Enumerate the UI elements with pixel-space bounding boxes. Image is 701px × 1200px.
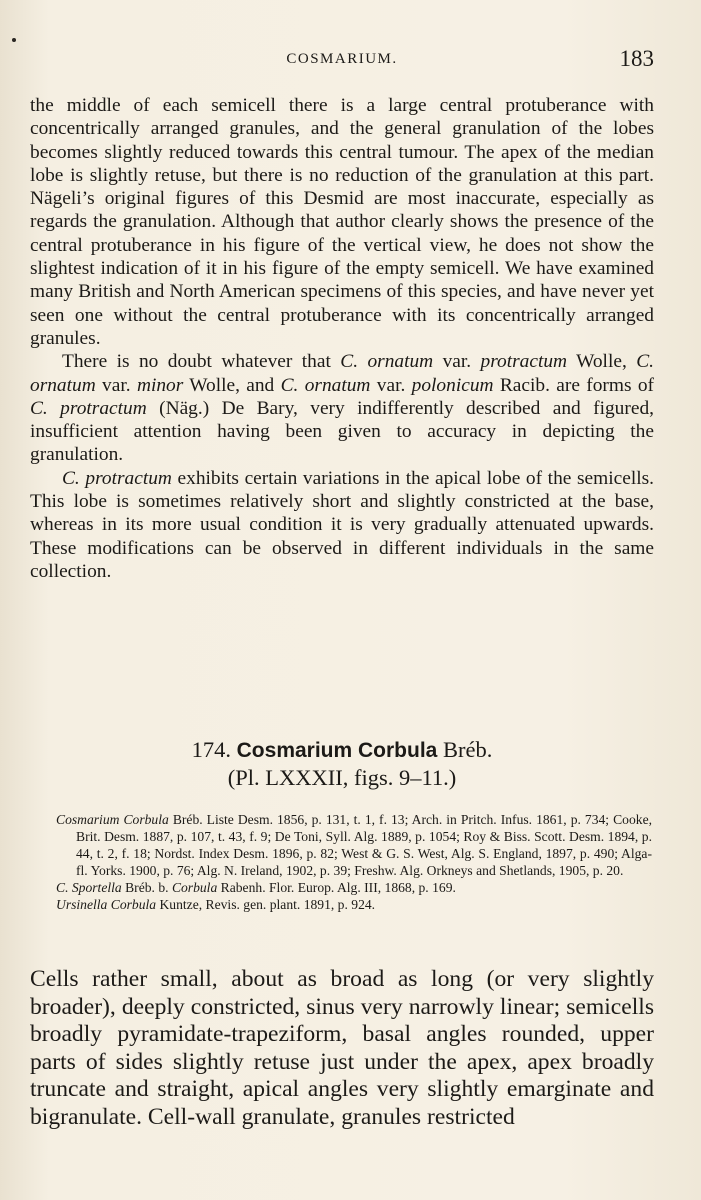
taxon-name: polonicum <box>411 374 494 396</box>
species-name: Cosmarium Corbula <box>236 739 438 762</box>
synonymy-entry <box>56 897 652 914</box>
text-run: Wolle, <box>567 351 637 373</box>
taxon-name: Corbula <box>171 879 218 895</box>
species-description <box>30 966 654 1132</box>
paragraph-granulation: the middle of each semicell there is a large central protuberance with concentrically arranged granules, and the general granulation of the lobes becomes slightly reduced towards this central tumour. The apex of the median lobe is slightly retuse, but there is no reduction of the granulation at this part. Nägeli’s original figures of this Desmid are most inaccurate, especially as regards the granulation. Although that author clearly shows the presence of the central protuberance in his figure of the vertical view, he does not show the slightest indication of it in his figure of the empty semicell. We have examined many British and North American specimens of this species, and have never yet seen one without the central protuberance with its concentrically arranged granules. <box>30 95 654 349</box>
paragraph-varieties <box>30 350 654 466</box>
synonymy-block <box>56 812 652 913</box>
citation-text: Bréb. b. <box>121 879 172 895</box>
plate-reference: (Pl. LXXXII, figs. 9–11.) <box>227 765 457 790</box>
taxon-name: C. ornatum <box>30 351 654 396</box>
citation-text: Rabenh. Flor. Europ. Alg. III, 1868, p. 169. <box>217 879 456 895</box>
text-run: Wolle, and <box>183 374 281 396</box>
text-run: var. <box>433 351 481 373</box>
taxon-name: Cosmarium Corbula <box>56 812 169 827</box>
synonymy-entry <box>56 812 652 880</box>
species-author: Bréb. <box>442 737 493 762</box>
taxon-name: Ursinella Corbula <box>56 896 157 912</box>
taxon-name: C. ornatum <box>280 374 371 396</box>
taxon-name: C. protractum <box>62 467 172 489</box>
margin-ink-dot <box>12 38 16 42</box>
text-run: var. <box>95 374 137 396</box>
synonymy-entry <box>56 880 652 897</box>
taxon-name: C. Sportella <box>56 879 122 895</box>
text-run: exhibits certain variations in the apical lobe of the semicells. This lobe is sometimes relatively short and slightly constricted at the base, whereas in its more usual condition it is very gradually attenuated upwards. These modifications can be observed in different individuals in the same collection. <box>30 467 654 582</box>
description-paragraph: Cells rather small, about as broad as long (or very slightly broader), deeply constricted, sinus very narrowly linear; semicells broadly pyramidate-trapeziform, basal angles rounded, upper parts of sides slightly retuse just under the apex, apex broadly truncate and straight, apical angles very slightly emarginate and bigranulate. Cell-wall granulate, granules restricted <box>30 966 654 1130</box>
taxon-name: protractum <box>480 351 568 373</box>
page-number: 183 <box>619 46 654 71</box>
paragraph-variations <box>30 467 654 583</box>
taxon-name: minor <box>136 374 184 396</box>
text-run: var. <box>370 374 412 396</box>
species-heading <box>30 736 654 765</box>
running-head-title: COSMARIUM. <box>286 51 398 67</box>
body-text <box>30 94 654 583</box>
text-run: Racib. are forms of <box>493 374 655 396</box>
citation-text: Bréb. Liste Desm. 1856, p. 131, t. 1, f. 13; Arch. in Pritch. Infus. 1861, p. 734; Cooke, Brit. Desm. 1887, p. 107, t. 43, f. 9; De Toni, Syll. Alg. 1889, p. 1054; Roy & Biss. Scott. Desm. 1894, p. 44, t. 2, f. 18; Nordst. Index Desm. 1896, p. 82; West & G. S. West, Alg. S. England, 1897, p. 490; Alga-fl. Yorks. 1900, p. 76; Alg. N. Ireland, 1902, p. 39; Freshw. Alg. Orkneys and Shetlands, 1905, p. 20. <box>76 812 652 878</box>
taxon-name: C. ornatum <box>340 351 434 373</box>
text-run: There is no doubt whatever that <box>62 351 341 373</box>
text-run: (Näg.) De Bary, very indifferently described and figured, insufficient attention having been given to accuracy in depicting the granulation. <box>30 397 654 466</box>
species-number: 174. <box>191 737 232 762</box>
taxon-name: C. protractum <box>30 397 147 419</box>
running-head <box>30 46 654 76</box>
citation-text: Kuntze, Revis. gen. plant. 1891, p. 924. <box>156 896 376 912</box>
